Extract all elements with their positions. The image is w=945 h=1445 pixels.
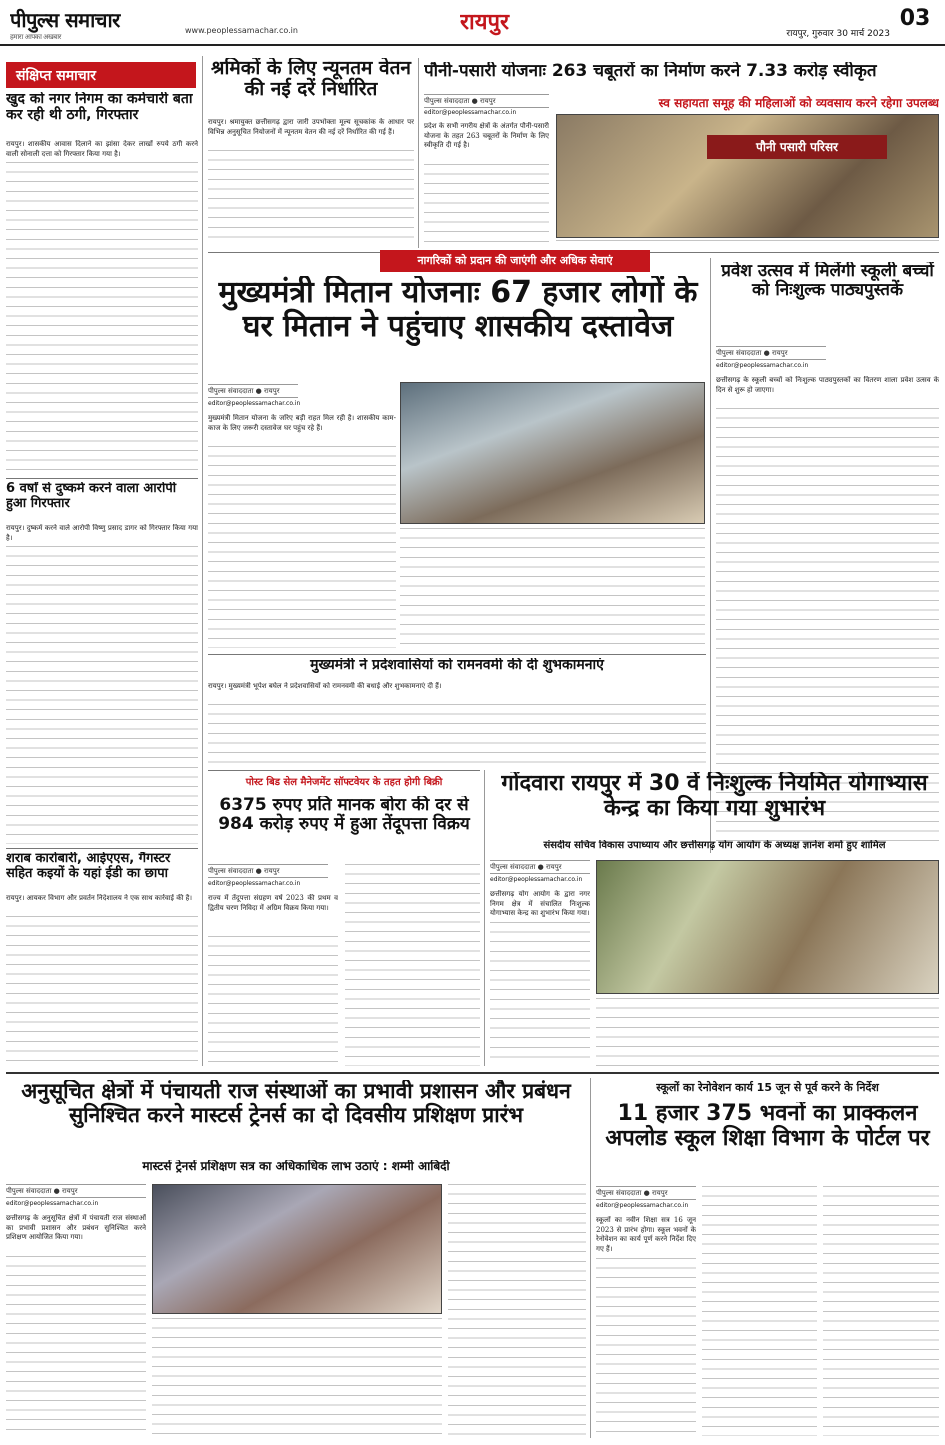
pauni-photo	[556, 114, 939, 238]
mitan-kicker: नागरिकों को प्रदान की जाएंगी और अधिक सेवाएं	[380, 250, 650, 272]
books-byline: पीपुल्स संवाददाता ● रायपुर	[716, 346, 826, 360]
brief-2-body	[6, 546, 198, 844]
dateline: रायपुर, गुरुवार 30 मार्च 2023	[786, 29, 890, 39]
books-lede: छत्तीसगढ़ के स्कूली बच्चों को निःशुल्क पाठ्यपुस्तकों का वितरण शाला प्रवेश उत्सव के दिन से शुरू हो जाएगा।	[716, 376, 939, 394]
section-divider	[208, 654, 706, 655]
panchayat-body-3	[448, 1184, 586, 1436]
panchayat-subhead: मास्टर्स ट्रेनर्स प्रशिक्षण सत्र का अधिकाधिक लाभ उठाएं : शम्मी आबिदी	[142, 1160, 450, 1173]
tendu-lede: राज्य में तेंदूपत्ता संग्रहण वर्ष 2023 की प्रथम व द्वितीय चरण निविदा में अग्रिम विक्रय किया गया।	[208, 894, 338, 912]
column-divider	[710, 258, 711, 853]
panchayat-body-2	[152, 1318, 442, 1436]
photo-banner: पौनी पसारी परिसर	[707, 135, 887, 159]
schools-byline: पीपुल्स संवाददाता ● रायपुर	[596, 1186, 696, 1200]
edition-city: रायपुर	[460, 10, 509, 35]
briefs-tag: संक्षिप्त समाचार	[6, 62, 196, 88]
website-url[interactable]: www.peoplessamachar.co.in	[185, 26, 298, 35]
column-divider	[202, 56, 203, 1066]
pauni-body-2	[556, 240, 939, 248]
yoga-body-1	[490, 922, 590, 1066]
newspaper-logo: पीपुल्स समाचार हमारा आपका अखबार	[10, 8, 120, 40]
mitan-email: editor@peoplessamachar.co.in	[208, 400, 301, 407]
brief-3-headline: शराब कारोबारी, आईएएस, गैंगस्टर सहित कइयों के यहां ईडी का छापा	[6, 852, 171, 881]
mitan-body-2	[400, 528, 705, 648]
brief-separator	[6, 478, 198, 479]
yoga-body-2	[596, 998, 939, 1066]
schools-lede: स्कूलों का नवीन शिक्षा सत्र 16 जून 2023 से प्रारंभ होगा। स्कूल भवनों के रेनोवेशन का कार्य पूर्ण करने निर्देश दिए गए हैं।	[596, 1216, 696, 1253]
mitan-photo	[400, 382, 705, 524]
wage-lede: रायपुर। श्रमायुक्त छत्तीसगढ़ द्वारा जारी उपभोक्ता मूल्य सूचकांक के आधार पर विभिन्न अनुसूचित नियोजनों में न्यूनतम वेतन की नई दरें निर्धारित की गई हैं।	[208, 118, 414, 136]
column-divider	[590, 1078, 591, 1438]
pauni-email: editor@peoplessamachar.co.in	[424, 109, 517, 116]
column-divider	[484, 770, 485, 1066]
yoga-byline: पीपुल्स संवाददाता ● रायपुर	[490, 860, 590, 874]
section-divider	[6, 1072, 939, 1074]
books-email: editor@peoplessamachar.co.in	[716, 362, 809, 369]
schools-headline: 11 हजार 375 भवनों का प्राक्कलन अपलोड स्कूल शिक्षा विभाग के पोर्टल पर	[605, 1102, 930, 1151]
pauni-lede: प्रदेश के सभी नगरीय क्षेत्रों के अंतर्गत पौनी-पसारी योजना के तहत 263 चबूतरों के निर्माण के लिए स्वीकृति दी गई है।	[424, 122, 549, 150]
brief-1-headline: खुद को नगर निगम का कर्मचारी बता कर रही थी ठगी, गिरफ्तार	[6, 92, 193, 123]
pauni-subhead: स्व सहायता समूह की महिलाओं को व्यवसाय करने रहेगा उपलब्ध	[658, 96, 939, 110]
panchayat-byline: पीपुल्स संवाददाता ● रायपुर	[6, 1184, 146, 1198]
wage-body	[208, 150, 414, 245]
pauni-byline: पीपुल्स संवाददाता ● रायपुर	[424, 94, 549, 108]
brief-1-lede: रायपुर। शासकीय आवास दिलाने का झांसा देकर लाखों रुपये ठगी करने वाली सोनाली दत्ता को गिरफ्तार किया गया है।	[6, 140, 198, 158]
ramnavami-lede: रायपुर। मुख्यमंत्री भूपेश बघेल ने प्रदेशवासियों को रामनवमी की बधाई और शुभकामनाएं दी हैं।	[208, 682, 442, 690]
schools-body-3	[823, 1186, 939, 1436]
section-divider	[208, 770, 480, 771]
tendu-kicker: पोस्ट बिड सेल मैनेजमेंट सॉफ्टवेयर के तहत होगी बिक्री	[245, 777, 443, 788]
column-divider	[418, 58, 419, 248]
ramnavami-body	[208, 704, 706, 764]
page-number: 03	[899, 6, 931, 31]
mitan-byline: पीपुल्स संवाददाता ● रायपुर	[208, 384, 298, 398]
panchayat-photo	[152, 1184, 442, 1314]
yoga-lede: छत्तीसगढ़ योग आयोग के द्वारा नगर निगम क्षेत्र में संचालित निःशुल्क योगाभ्यास केन्द्र का शुभारंभ किया गया।	[490, 890, 590, 918]
schools-email: editor@peoplessamachar.co.in	[596, 1202, 689, 1209]
tendu-byline: पीपुल्स संवाददाता ● रायपुर	[208, 864, 328, 878]
brief-separator	[6, 848, 198, 849]
schools-kicker: स्कूलों का रेनोवेशन कार्य 15 जून से पूर्व करने के निर्देश	[656, 1081, 879, 1094]
brief-1-body	[6, 162, 198, 474]
schools-body-1	[596, 1258, 696, 1436]
wage-headline: श्रमिकों के लिए न्यूनतम वेतन की नई दरें निर्धारित	[211, 58, 411, 101]
ramnavami-headline: मुख्यमंत्री ने प्रदेशवासियों को रामनवमी की दी शुभकामनाएं	[310, 658, 604, 673]
tendu-email: editor@peoplessamachar.co.in	[208, 880, 301, 887]
mitan-body-1	[208, 446, 396, 648]
yoga-email: editor@peoplessamachar.co.in	[490, 876, 583, 883]
tendu-headline: 6375 रुपए प्रति मानक बोरा की दर से 984 करोड़ रुपए में हुआ तेंदूपत्ता विक्रय	[218, 796, 470, 835]
tendu-body-1	[208, 936, 338, 1066]
pauni-body-1	[424, 164, 549, 248]
brief-3-lede: रायपुर। आयकर विभाग और प्रवर्तन निदेशालय ने एक साथ कार्रवाई की है।	[6, 894, 193, 902]
yoga-headline: गोंदवारा रायपुर में 30 वें निःशुल्क नियमित योगाभ्यास केन्द्र का किया गया शुभारंभ	[501, 772, 928, 821]
yoga-subhead: संसदीय सचिव विकास उपाध्याय और छत्तीसगढ़ योग आयोग के अध्यक्ष ज्ञानेश शर्मा हुए शामिल	[543, 840, 886, 851]
schools-body-2	[702, 1186, 817, 1436]
panchayat-headline: अनुसूचित क्षेत्रों में पंचायती राज संस्थाओं का प्रभावी प्रशासन और प्रबंधन सुनिश्चित करने मास्टर्स ट्रेनर्स का दो दिवसीय प्रशिक्षण प्रारंभ	[21, 1080, 571, 1127]
mitan-headline: मुख्यमंत्री मितान योजनाः 67 हजार लोगों के घर मितान ने पहुंचाए शासकीय दस्तावेज	[218, 276, 698, 344]
books-headline: प्रवेश उत्सव में मिलेंगी स्कूली बच्चों को निःशुल्क पाठ्यपुस्तकें	[721, 262, 934, 301]
panchayat-lede: छत्तीसगढ़ के अनुसूचित क्षेत्रों में पंचायती राज संस्थाओं का प्रभावी प्रशासन और प्रबंधन सुनिश्चित करने प्रशिक्षण आयोजित किया गया।	[6, 1214, 146, 1242]
brief-2-lede: रायपुर। दुष्कर्म करने वाले आरोपी विष्णु प्रसाद डागर को गिरफ्तार किया गया है।	[6, 524, 198, 542]
brief-3-body	[6, 916, 198, 1066]
panchayat-body-1	[6, 1256, 146, 1436]
yoga-photo	[596, 860, 939, 994]
pauni-headline: पौनी-पसारी योजनाः 263 चबूतरों का निर्माण करने 7.33 करोड़ स्वीकृत	[424, 62, 877, 81]
panchayat-email: editor@peoplessamachar.co.in	[6, 1200, 99, 1207]
mitan-lede: मुख्यमंत्री मितान योजना के जरिए बड़ी राहत मिल रही है। शासकीय काम-काज के लिए जरूरी दस्तावेज घर पहुंच रहे हैं।	[208, 414, 396, 432]
tendu-body-2	[345, 864, 480, 1066]
brief-2-headline: 6 वर्षों से दुष्कर्म करने वाला आरोपी हुआ गिरफ्तार	[6, 482, 177, 511]
